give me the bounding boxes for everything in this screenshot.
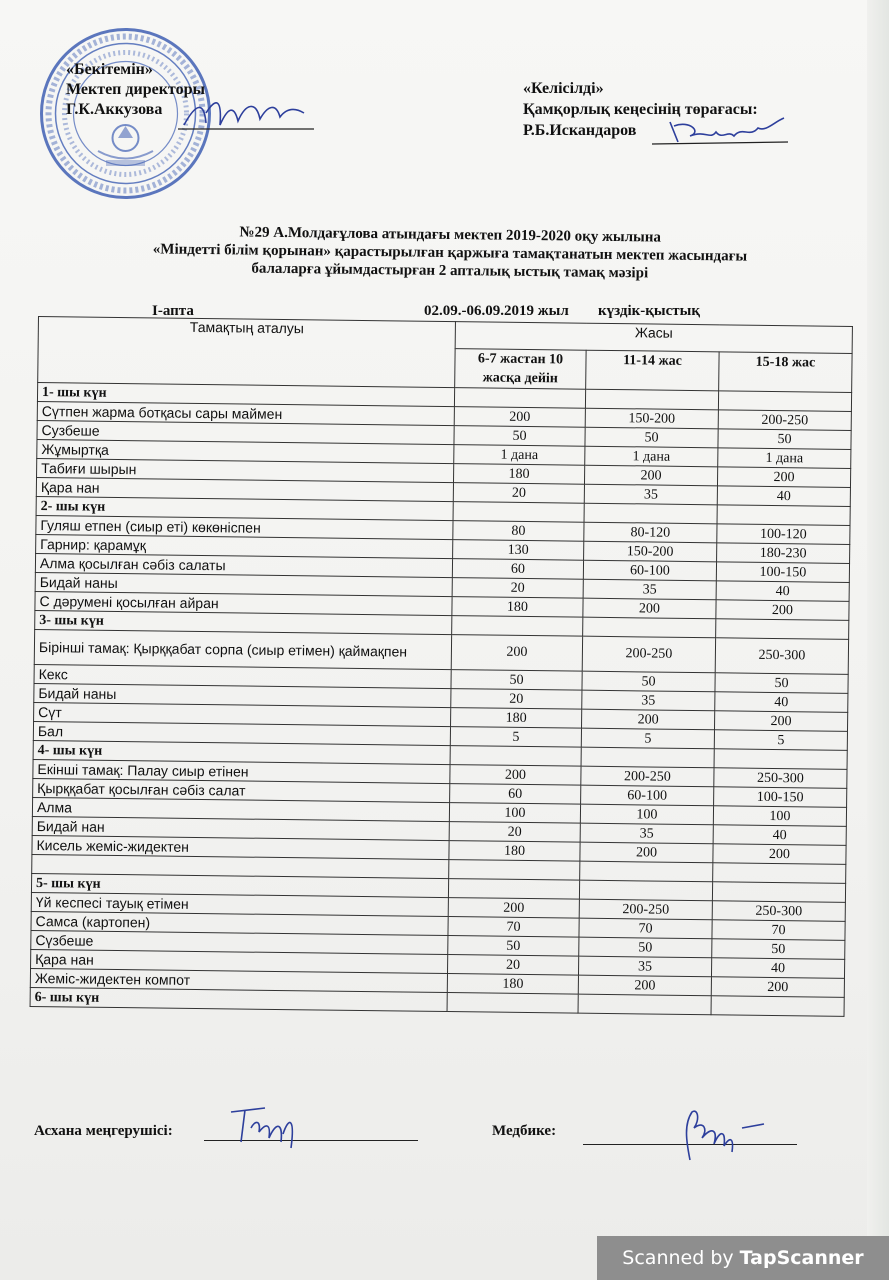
portion-cell-age-2: 200: [583, 598, 716, 619]
approval-name: Г.К.Аккузова: [66, 101, 163, 118]
council-chair-signature: [650, 112, 790, 150]
dish-name-cell: Кисель жеміс-жидектен: [32, 835, 449, 859]
empty-cell: [583, 617, 716, 638]
dish-name-cell: Алма: [32, 797, 449, 821]
portion-cell-age-1: 50: [454, 426, 585, 447]
portion-cell-age-1: 200: [454, 407, 585, 428]
portion-cell-age-1: 60: [450, 784, 581, 805]
empty-cell: [717, 505, 850, 526]
portion-cell-age-3: 40: [715, 692, 848, 713]
portion-cell-age-1: 180: [451, 708, 582, 729]
dish-name-cell: Самса (картопен): [31, 911, 448, 935]
portion-cell-age-3: 200: [714, 711, 847, 732]
portion-cell-age-2: 35: [583, 579, 716, 600]
title-line-2: «Міндетті білім қорынан» қарастырылған қаржыға тамақтанатын мектеп жасындағы: [152, 241, 748, 265]
portion-cell-age-2: 200-250: [581, 766, 714, 787]
portion-cell-age-2: 1 дана: [585, 446, 718, 467]
portion-cell-age-2: 60-100: [583, 560, 716, 581]
portion-cell-age-1: 200: [448, 898, 579, 919]
dish-name-cell: Сүтпен жарма ботқасы сары маймен: [37, 401, 454, 425]
dish-name-cell: Қырққабат қосылған сәбіз салат: [33, 778, 450, 802]
portion-cell-age-1: 200: [451, 635, 582, 672]
day-label: 1- шы күн: [37, 383, 454, 407]
dish-name-cell: Сүзбеше: [31, 930, 448, 954]
portion-cell-age-1: 20: [453, 483, 584, 504]
portion-cell-age-2: 200: [584, 465, 717, 486]
portion-cell-age-3: 180-230: [717, 543, 850, 564]
menu-table: [30, 316, 853, 1017]
dish-name-cell: Қара нан: [36, 477, 453, 501]
portion-cell-age-3: 250-300: [715, 638, 848, 675]
portion-cell-age-3: 40: [711, 958, 844, 979]
dish-name-cell: Қара нан: [31, 949, 448, 973]
scanner-watermark-badge: [597, 1236, 889, 1280]
dish-name-cell: Үй кеспесі тауық етімен: [31, 892, 448, 916]
portion-cell-age-2: 5: [581, 728, 714, 749]
portion-cell-age-2: 150-200: [584, 541, 717, 562]
dish-name-cell: Сүт: [34, 702, 451, 726]
age-group-1: 6-7 жастан 10 жасқа дейін: [455, 349, 586, 390]
portion-cell-age-2: 200: [582, 709, 715, 730]
empty-cell: [585, 389, 718, 410]
portion-cell-age-3: 250-300: [712, 901, 845, 922]
portion-cell-age-1: 1 дана: [454, 445, 585, 466]
dish-name-cell: Гарнир: қарамұқ: [36, 534, 453, 558]
portion-cell-age-3: 100-120: [717, 524, 850, 545]
portion-cell-age-3: 200: [711, 977, 844, 998]
portion-cell-age-3: 50: [718, 429, 851, 450]
portion-cell-age-1: 180: [453, 464, 584, 485]
portion-cell-age-2: 200-250: [579, 899, 712, 920]
portion-cell-age-2: 70: [579, 918, 712, 939]
dish-name-cell: Бидай наны: [34, 683, 451, 707]
portion-cell-age-3: 100-150: [714, 787, 847, 808]
dish-name-cell: Кекс: [34, 664, 451, 688]
dish-name-cell: Гуляш етпен (сиыр еті) көкөніспен: [36, 515, 453, 539]
portion-cell-age-2: 35: [578, 956, 711, 977]
empty-cell: [452, 616, 583, 637]
document-title: [100, 222, 801, 285]
day-label: 4- шы күн: [33, 740, 450, 764]
portion-cell-age-2: 60-100: [581, 785, 714, 806]
portion-cell-age-3: 50: [715, 673, 848, 694]
day-label: 5- шы күн: [31, 873, 448, 897]
portion-cell-age-1: 20: [449, 822, 580, 843]
dish-name-cell: Бидай наны: [35, 572, 452, 596]
portion-cell-age-3: 250-300: [714, 768, 847, 789]
dish-name-cell: Екінші тамақ: Палау сиыр етінен: [33, 759, 450, 783]
portion-cell-age-1: 100: [449, 803, 580, 824]
paper-edge: [867, 0, 889, 1280]
empty-cell: [714, 749, 847, 770]
title-line-3: балаларға ұйымдастырған 2 апталық ыстық тамақ мәзірі: [251, 260, 649, 282]
portion-cell-age-2: 80-120: [584, 522, 717, 543]
empty-cell: [579, 880, 712, 901]
portion-cell-age-3: 200: [713, 844, 846, 865]
empty-cell: [578, 994, 711, 1015]
portion-cell-age-1: 130: [453, 540, 584, 561]
portion-cell-age-1: 5: [450, 727, 581, 748]
portion-cell-age-2: 150-200: [585, 408, 718, 429]
empty-cell: [448, 879, 579, 900]
badge-brand: TapScanner: [739, 1247, 864, 1269]
empty-cell: [447, 993, 578, 1014]
portion-cell-age-1: 70: [448, 917, 579, 938]
empty-cell: [711, 996, 844, 1017]
dish-name-cell: С дәрумені қосылған айран: [35, 591, 452, 615]
portion-cell-age-1: 60: [452, 559, 583, 580]
portion-cell-age-1: 20: [452, 578, 583, 599]
week-dates: 02.09.-06.09.2019 жыл: [424, 303, 569, 319]
agreement-heading: «Келісілді»: [523, 80, 604, 97]
badge-prefix: Scanned by: [622, 1247, 740, 1269]
portion-cell-age-1: 180: [452, 597, 583, 618]
cook-label: Асхана меңгерушісі:: [34, 1123, 173, 1139]
week-label: І-апта: [152, 303, 194, 319]
director-signature: [176, 95, 316, 137]
portion-cell-age-1: 180: [449, 841, 580, 862]
nurse-label: Медбике:: [492, 1123, 557, 1139]
portion-cell-age-2: 35: [584, 484, 717, 505]
dish-name-cell: Бидай нан: [32, 816, 449, 840]
portion-cell-age-2: 100: [580, 804, 713, 825]
portion-cell-age-3: 200: [717, 467, 850, 488]
empty-cell: [716, 619, 849, 640]
portion-cell-age-2: 50: [579, 937, 712, 958]
dish-name-cell: Сузбеше: [37, 420, 454, 444]
age-group-2: 11-14 жас: [586, 350, 719, 391]
dish-name-cell: Жеміс-жидектен компот: [30, 968, 447, 992]
header-age: Жасы: [455, 322, 852, 354]
dish-name-cell: Бал: [33, 721, 450, 745]
portion-cell-age-1: 80: [453, 521, 584, 542]
empty-cell: [712, 882, 845, 903]
age-group-3: 15-18 жас: [719, 352, 852, 393]
day-label: 3- шы күн: [35, 610, 452, 634]
table-header-row: [38, 317, 852, 354]
portion-cell-age-1: 180: [447, 974, 578, 995]
empty-cell: [450, 746, 581, 767]
empty-cell: [453, 502, 584, 523]
portion-cell-age-3: 200: [716, 600, 849, 621]
portion-cell-age-2: 200: [578, 975, 711, 996]
header-dish-name: Тамақтың аталуы: [38, 317, 456, 388]
nurse-signature: [660, 1100, 770, 1170]
portion-cell-age-3: 40: [716, 581, 849, 602]
day-label: 6- шы күн: [30, 987, 447, 1011]
portion-cell-age-1: [449, 860, 580, 881]
portion-cell-age-3: [713, 863, 846, 884]
portion-cell-age-2: 200: [580, 842, 713, 863]
portion-cell-age-2: 50: [582, 671, 715, 692]
portion-cell-age-3: 1 дана: [718, 448, 851, 469]
dish-name-cell: Табиғи шырын: [37, 458, 454, 482]
portion-cell-age-2: 35: [580, 823, 713, 844]
agreement-position: Қамқорлық кеңесінің төрағасы:: [523, 101, 758, 118]
portion-cell-age-2: 200-250: [582, 636, 715, 673]
day-label: 2- шы күн: [36, 496, 453, 520]
portion-cell-age-3: 5: [714, 730, 847, 751]
portion-cell-age-3: 40: [717, 486, 850, 507]
portion-cell-age-3: 70: [712, 920, 845, 941]
portion-cell-age-2: [580, 861, 713, 882]
empty-cell: [581, 747, 714, 768]
portion-cell-age-3: 40: [713, 825, 846, 846]
approval-heading: «Бекітемін»: [66, 61, 153, 78]
week-season: күздік-қыстық: [598, 303, 701, 319]
portion-cell-age-1: 20: [447, 955, 578, 976]
portion-cell-age-1: 200: [450, 765, 581, 786]
dish-name-cell: Жұмыртқа: [37, 439, 454, 463]
dish-name-cell: Бірінші тамақ: Қырққабат сорпа (сиыр етімен) қаймақпен: [34, 629, 451, 669]
portion-cell-age-2: 35: [582, 690, 715, 711]
portion-cell-age-3: 50: [712, 939, 845, 960]
portion-cell-age-1: 50: [448, 936, 579, 957]
empty-cell: [454, 388, 585, 409]
portion-cell-age-1: 20: [451, 689, 582, 710]
portion-cell-age-3: 200-250: [718, 410, 851, 431]
portion-cell-age-2: 50: [585, 427, 718, 448]
portion-cell-age-1: 50: [451, 670, 582, 691]
portion-cell-age-3: 100: [713, 806, 846, 827]
approval-position: Мектеп директоры: [66, 81, 205, 98]
portion-cell-age-3: 100-150: [716, 562, 849, 583]
title-line-1: №29 А.Молдағұлова атындағы мектеп 2019-2020 оқу жылына: [239, 224, 662, 246]
dish-name-cell: Алма қосылған сәбіз салаты: [35, 553, 452, 577]
agreement-name: Р.Б.Искандаров: [523, 122, 637, 139]
empty-cell: [718, 391, 851, 412]
empty-cell: [584, 503, 717, 524]
cook-signature: [225, 1098, 315, 1158]
